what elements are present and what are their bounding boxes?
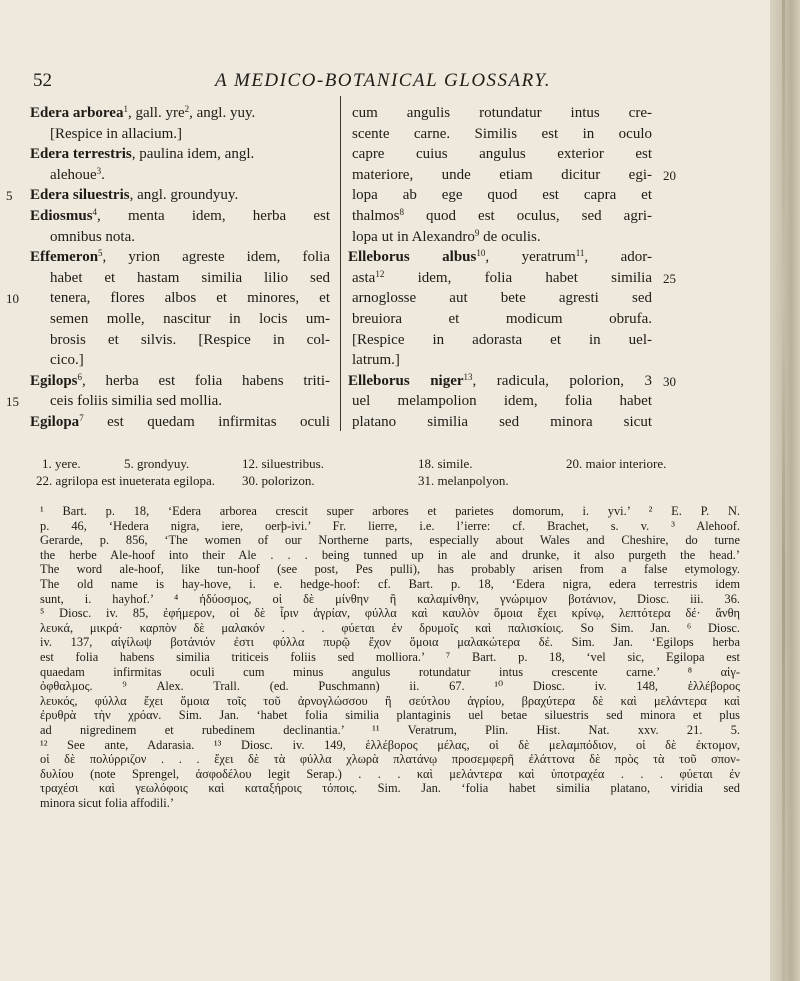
entry-text: breuiora et modicum obrufa. — [352, 310, 652, 327]
entry-text: ceis foliis similia sed mollia. — [50, 393, 223, 410]
entry-text: semen molle, nascitur in locis um- — [50, 310, 330, 327]
variant-reading: 30. polorizon. — [242, 473, 315, 488]
footnote-ref: 10 — [476, 248, 486, 259]
line-number: 25 — [663, 270, 676, 286]
text-line — [30, 268, 330, 289]
entry-text: materiore, unde etiam dicitur egi- — [352, 166, 652, 183]
variant-reading: 12. siluestribus. — [242, 456, 324, 471]
text-line — [352, 288, 652, 309]
footnote-line: δυλίου (note Sprengel, ἀσφοδέλου legit Serap.) . . . καὶ μελάντερα καὶ ὑποτραχέα . . . φύεται ἐν — [40, 766, 740, 781]
entry-headword: Ediosmus — [30, 207, 93, 224]
entry-text: cico.] — [50, 352, 84, 369]
right-column — [348, 103, 676, 433]
entry-headword: Elleborus niger — [348, 372, 464, 389]
entry-text: latrum.] — [352, 352, 400, 369]
page-number: 52 — [33, 70, 52, 91]
entry-text: lopa ab ege quod est capra et — [352, 187, 652, 204]
variant-row — [42, 455, 742, 472]
entry-text: thalmos — [352, 207, 400, 224]
footnote-line: τραχέσι καὶ γεωλόφοις καὶ καταξήροις τόποις. Sim. Jan. ‘folia habet similia platano, viridia sed — [40, 781, 740, 796]
footnote-ref: 3 — [96, 165, 102, 176]
variant-readings — [36, 455, 742, 489]
footnote-line: iv. 137, αἰγίλωψ βοτάνιόν ἐστι φύλλα πυρῷ ἔχον ὅμοια μαλακώτερα δέ. Sim. Jan. ‘Egilops herba — [40, 635, 740, 650]
text-line — [352, 268, 676, 289]
entry-headword: Egilops — [30, 372, 78, 389]
text-line — [352, 330, 652, 351]
footnote-ref: 5 — [98, 248, 103, 259]
footnote-ref: 8 — [399, 206, 404, 217]
footnote-line: ⁵ Diosc. iv. 85, ἐφήμερον, οἱ δὲ ἶριν ἀγρίαν, φύλλα καὶ καυλὸν ὅμοια ἔχει κρίνῳ, λεπτότερα δέ· ἄνθη — [40, 606, 740, 621]
entry-text: asta — [352, 269, 376, 286]
text-line — [30, 144, 330, 165]
entry-text: scente carne. Similis est in oculo — [352, 125, 652, 142]
text-line — [352, 124, 652, 145]
footnote-line: ἐρυθρὰ τὴν χρόαν. Sim. Jan. ‘habet folia similia plantaginis uel betae siluestris sed minora et plus — [40, 708, 740, 723]
page-header — [33, 70, 733, 94]
variant-reading: 31. melanpolyon. — [418, 473, 509, 488]
entry-text: , paulina idem, angl. — [131, 146, 255, 163]
line-number: 10 — [6, 291, 19, 307]
text-line — [352, 227, 652, 248]
entry-text: , ador- — [584, 249, 652, 266]
text-line — [30, 371, 330, 392]
entry-text: , gall. yre — [127, 105, 185, 121]
text-line — [6, 391, 330, 412]
text-line — [30, 309, 330, 330]
text-line — [352, 185, 652, 206]
line-number: 15 — [6, 394, 19, 410]
text-line — [348, 247, 652, 268]
footnote-line: est folia habens similia triticeis foliis sed molliora.’ ⁷ Bart. p. 18, ‘vel sic, Egilopa est — [40, 649, 740, 664]
entry-text: brosis et silvis. [Respice in col- — [50, 331, 330, 348]
footnote-line: ὀφθαλμος. ⁹ Alex. Trall. (ed. Puschmann) ii. 67. ¹⁰ Diosc. iv. 148, ἑλλέβορος — [40, 679, 740, 694]
footnote-line: quaedam infirmitas oculi cum minus angulus rotundatur intus crescente carne.’ ⁸ αἰγ- — [40, 664, 740, 679]
entry-text: capre cuius angulus exterior est — [352, 146, 652, 163]
entry-text: platano similia sed minora sicut — [352, 413, 652, 430]
footnote-line: Gerarde, p. 856, ‘The women of our Northerne parts, especially about Wales and Cheshire, do turne — [40, 533, 740, 548]
entry-headword: Elleborus albus — [348, 249, 477, 266]
text-line — [352, 391, 652, 412]
footnote-line: ¹ Bart. p. 18, ‘Edera arborea crescit super arbores et parietes domorum, i. yvi.’ ² E. P. N. — [40, 504, 740, 518]
entry-text: , yeratrum — [485, 249, 576, 266]
footnote-line: λευκός, φύλλα ἔχει ὅμοια τοῖς τοῦ ἀρνογλώσσου ἢ σεύτλου ἀγρίου, βραχύτερα δὲ καὶ μελάντερα καὶ — [40, 693, 740, 708]
text-line — [352, 103, 652, 124]
text-line — [348, 371, 676, 392]
footnote-ref: 12 — [375, 268, 385, 279]
entry-text: , angl. yuy. — [189, 105, 256, 121]
footnote-line: The old name is hay-hove, i. e. hedge-hoof: cf. Bart. p. 18, ‘Edera nigra, edera terrestris idem — [40, 576, 740, 591]
footnote-line: the herbe Ale-hoof into their Ale . . . being tunned up in ale and drunke, it also purgeth the head.’ — [40, 547, 740, 562]
footnote-ref: 4 — [92, 206, 98, 217]
entry-headword: Edera arborea — [30, 105, 124, 121]
text-line — [352, 144, 652, 165]
footnote-ref: 13 — [463, 371, 473, 382]
entry-headword: Edera siluestris — [30, 187, 130, 204]
text-line — [30, 330, 330, 351]
text-line — [352, 165, 676, 186]
footnote-ref: 1 — [123, 104, 128, 114]
entry-text: [Respice in allacium.] — [50, 125, 183, 142]
text-line — [30, 103, 330, 124]
footnote-ref: 6 — [77, 371, 83, 382]
entry-text: est quedam infirmitas oculi — [83, 413, 330, 430]
entry-text: de oculis. — [479, 228, 541, 245]
entry-text: tenera, flores albos et minores, et — [50, 290, 330, 307]
entry-text: omnibus nota. — [50, 228, 135, 245]
footnote-ref: 2 — [184, 104, 190, 114]
entry-headword: Effemeron — [30, 249, 99, 266]
footnote-line: ¹² See ante, Adarasia. ¹³ Diosc. iv. 149, ἑλλέβορος μέλας, οἱ δὲ μελαμπόδιον, οἱ δὲ ἐκτομον, — [40, 737, 740, 752]
footnote-line: οἱ δὲ πολύρριζον . . . ἔχει δὲ τὰ φύλλα χλωρὰ πλατάνῳ προσεμφερῆ ἐλάττονα δὲ πρὸς τὰ τοῦ σπον- — [40, 752, 740, 767]
entry-text: lopa ut in Alexandro — [352, 228, 475, 245]
text-line — [30, 412, 330, 433]
text-line — [30, 165, 330, 186]
footnote-line: minora sicut folia affodili.’ — [40, 795, 174, 810]
text-line — [30, 247, 330, 268]
entry-text: , yrion agreste idem, folia — [102, 249, 330, 266]
entry-headword: Edera terrestris — [30, 146, 132, 163]
text-line — [352, 350, 652, 371]
text-line — [30, 227, 330, 248]
entry-text: , herba est folia habens triti- — [82, 372, 330, 389]
entry-text: cum angulis rotundatur intus cre- — [352, 105, 652, 121]
text-line — [352, 309, 652, 330]
line-number: 20 — [663, 167, 676, 183]
entry-text: , radicula, polorion, 3 — [472, 372, 652, 389]
line-number: 30 — [663, 373, 676, 389]
footnotes — [40, 504, 740, 810]
column-divider — [340, 96, 341, 431]
text-line — [6, 288, 330, 309]
variant-reading: 22. agrilopa est inueterata egilopa. — [36, 473, 216, 488]
footnote-ref: 7 — [79, 412, 84, 423]
variant-reading: 5. grondyuy. — [124, 456, 190, 471]
footnote-ref: 11 — [575, 248, 585, 259]
text-line — [352, 412, 652, 433]
entry-text: alehoue — [50, 166, 97, 183]
footnote-line: ad nigredinem et rubedinem declinantia.’ ¹¹ Veratrum, Plin. Hist. Nat. xxv. 21. 5. — [40, 722, 740, 737]
entry-text: uel melampolion idem, folia habet — [352, 393, 652, 410]
variant-row — [36, 472, 742, 489]
footnote-line: λευκά, μικρά· καρπὸν δὲ μαλακόν . . . φύεται ἐν δρυμοῖς καὶ παλισκίοις. So Sim. Jan. ⁶ Diosc. — [40, 620, 740, 635]
footnote-line: p. 46, ‘Hedera nigra, iere, oerþ-ivi.’ Fr. lierre, i.e. l’ierre: cf. Brachet, s. v. ³ Alehoof. — [40, 518, 740, 533]
text-line — [352, 206, 652, 227]
text-line — [30, 350, 330, 371]
footnote-line: sunt, i. hayhof.’ ⁴ ἡδύοσμος, οἱ δὲ μίνθην ἢ καλαμίνθην, γνώριμον βοτάνιον, Diosc. iii. 36. — [40, 591, 740, 606]
entry-text: , menta idem, herba est — [97, 207, 330, 224]
entry-text: . — [101, 166, 105, 183]
text-line — [30, 124, 330, 145]
running-title: A MEDICO-BOTANICAL GLOSSARY. — [214, 70, 551, 91]
left-column — [6, 103, 330, 433]
entry-headword: Egilopa — [30, 413, 80, 430]
text-line — [30, 206, 330, 227]
entry-text: idem, folia habet similia — [384, 269, 652, 286]
entry-text: , angl. groundyuy. — [129, 187, 239, 204]
entry-text: quod est oculus, sed agri- — [404, 207, 652, 224]
variant-reading: 1. yere. — [42, 456, 81, 471]
variant-reading: 18. simile. — [418, 456, 473, 471]
footnote-line: The word ale-hoof, like tun-hoof (see post, Pes pulli), has probably arisen from a false etymology. — [40, 562, 740, 577]
variant-reading: 20. maior interiore. — [566, 456, 667, 471]
entry-text: habet et hastam similia lilio sed — [50, 269, 330, 286]
line-number: 5 — [6, 188, 13, 204]
footnote-ref: 9 — [474, 227, 480, 238]
entry-text: [Respice in adorasta et in uel- — [352, 331, 652, 348]
entry-text: arnoglosse aut bete agresti sed — [352, 290, 652, 307]
text-line — [6, 185, 330, 206]
book-edge — [770, 0, 800, 981]
